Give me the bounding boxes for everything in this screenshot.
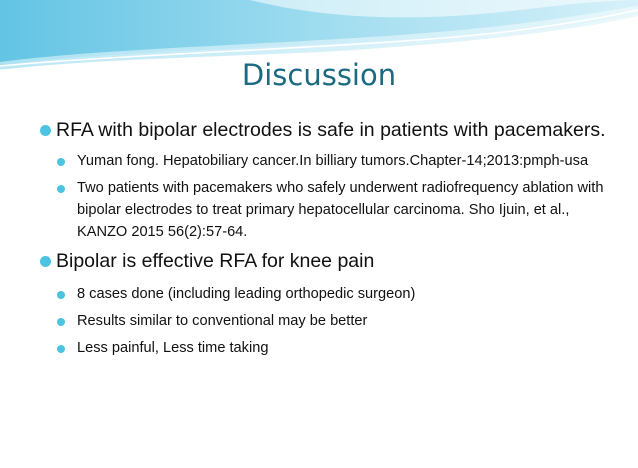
sub-bullet-text: Results similar to conventional may be better (77, 313, 368, 329)
sub-bullet-dot-icon (57, 185, 65, 193)
bullet-item (40, 116, 610, 144)
sub-bullet-item (57, 337, 610, 359)
sub-bullet-dot-icon (57, 291, 65, 299)
sub-bullet-text: 8 cases done (including leading orthopedic surgeon) (77, 286, 416, 302)
sub-bullet-item (57, 177, 610, 243)
bullet-text: RFA with bipolar electrodes is safe in patients with pacemakers. (56, 119, 606, 141)
bullet-item (40, 247, 610, 275)
sub-bullet-item (57, 150, 610, 172)
bullet-text: Bipolar is effective RFA for knee pain (56, 250, 375, 272)
sub-bullet-dot-icon (57, 318, 65, 326)
bullet-dot-icon (40, 256, 51, 267)
sub-bullet-dot-icon (57, 158, 65, 166)
sub-bullet-text: Yuman fong. Hepatobiliary cancer.In billiary tumors.Chapter-14;2013:pmph-usa (77, 153, 589, 169)
sub-bullet-text: Less painful, Less time taking (77, 340, 269, 356)
slide-content (40, 116, 610, 359)
slide-title: Discussion (241, 58, 397, 92)
sub-bullet-item (57, 283, 610, 305)
sub-bullet-item (57, 310, 610, 332)
sub-bullet-dot-icon (57, 345, 65, 353)
sub-bullet-text: Two patients with pacemakers who safely underwent radiofrequency ablation with bipolar electrodes to treat primary hepatocellular carcinoma. Sho Ijuin, et al., KANZO 2015 56(2):57-64. (77, 180, 604, 240)
bullet-dot-icon (40, 125, 51, 136)
